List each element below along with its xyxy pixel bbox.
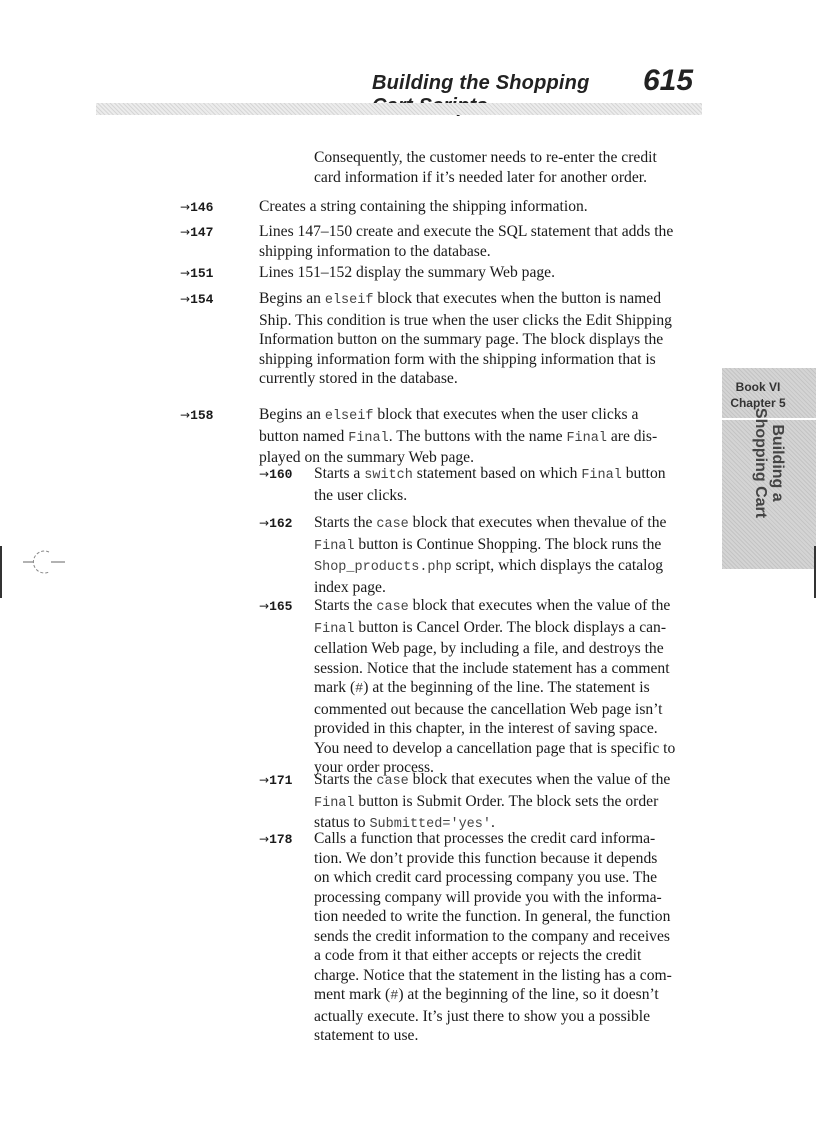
line-note-text — [314, 596, 675, 778]
text-line — [314, 535, 666, 557]
arrow-icon: → — [259, 467, 270, 481]
intro-line: Consequently, the customer needs to re-enter the credit — [314, 149, 657, 166]
text-run: played on the summary Web page. — [259, 449, 474, 466]
text-line — [259, 263, 555, 283]
text-run: Ship. This condition is true when the user clicks the Edit Shipping — [259, 311, 672, 329]
text-run: currently stored in the database. — [259, 370, 458, 387]
line-number-label — [259, 465, 292, 483]
text-line — [314, 770, 670, 792]
side-tab-section — [722, 407, 816, 519]
text-run: Starts a — [314, 465, 365, 482]
text-line — [314, 1007, 672, 1027]
line-note-text — [314, 513, 666, 597]
arrow-icon: → — [180, 292, 191, 306]
text-run: a code from it that either accepts or rejects the credit — [314, 947, 642, 964]
text-line — [314, 464, 666, 486]
inline-code: case — [376, 774, 409, 789]
text-run: button is Cancel Order. The block displays a can- — [354, 618, 667, 636]
text-line — [314, 618, 675, 640]
intro-line: card information if it’s needed later for another order. — [314, 168, 647, 186]
running-head-title: Building the Shopping — [372, 72, 590, 94]
text-line — [259, 350, 672, 370]
text-run: Starts the — [314, 597, 377, 614]
header-rule-band — [96, 103, 702, 115]
text-line — [259, 427, 657, 449]
text-run: actually execute. It’s just there to show you a possible — [314, 1007, 651, 1025]
text-line — [259, 242, 673, 262]
text-run: session. Notice that the include statement has a comment — [314, 659, 670, 677]
line-note-text — [314, 770, 670, 835]
text-run: block that executes when the value of the — [408, 771, 671, 788]
text-line — [314, 927, 672, 947]
inline-code: elseif — [324, 409, 374, 424]
text-run: Starts the — [314, 514, 377, 531]
text-run: ment mark ( — [314, 986, 391, 1003]
side-tab-section-label: Building a Shopping Cart — [752, 407, 786, 519]
text-run: block that executes when the value of the — [408, 597, 671, 614]
registration-mark — [19, 546, 69, 578]
text-run: button is Continue Shopping. The block runs the — [354, 535, 662, 553]
text-run: shipping information to the database. — [259, 242, 491, 260]
text-line — [259, 405, 657, 427]
inline-code: case — [376, 600, 409, 615]
line-number: 146 — [190, 200, 214, 215]
line-note-text — [259, 197, 588, 217]
text-line — [259, 311, 672, 331]
arrow-icon: → — [259, 516, 270, 530]
text-run: are dis- — [606, 427, 658, 445]
text-run: shipping information form with the shipping information that is — [259, 350, 656, 368]
text-line — [314, 513, 666, 535]
line-note-text — [259, 405, 657, 468]
line-note-text — [259, 263, 555, 283]
text-line — [259, 369, 672, 389]
text-run: block that executes when the user clicks a — [373, 406, 639, 423]
line-number: 160 — [269, 467, 293, 482]
text-run: . — [490, 814, 495, 831]
arrow-icon: → — [259, 832, 270, 846]
line-number: 147 — [190, 225, 214, 240]
line-note-text — [314, 464, 666, 505]
text-run: script, which displays the catalog — [451, 557, 664, 574]
text-line — [314, 578, 666, 598]
text-run: button is Submit Order. The block sets the order — [354, 792, 659, 810]
text-line — [314, 966, 672, 986]
line-number-label — [259, 830, 292, 848]
text-line — [314, 659, 675, 679]
intro-paragraph — [314, 148, 657, 187]
inline-code: Shop_products.php — [314, 560, 452, 575]
line-note-text — [259, 289, 672, 389]
text-line — [314, 829, 672, 849]
text-line — [314, 556, 666, 578]
text-line — [314, 678, 675, 700]
text-run: charge. Notice that the statement in the listing has a com- — [314, 966, 672, 984]
arrow-icon: → — [180, 266, 191, 280]
text-run: tion. We don’t provide this function because it depends — [314, 849, 658, 867]
arrow-icon: → — [180, 225, 191, 239]
text-run: processing company will provide you with the informa- — [314, 888, 662, 906]
arrow-icon: → — [180, 200, 191, 214]
line-number: 178 — [269, 832, 293, 847]
inline-code: # — [390, 989, 399, 1004]
arrow-icon: → — [259, 773, 270, 787]
text-line — [314, 888, 672, 908]
text-line — [314, 719, 675, 739]
text-line — [314, 639, 675, 659]
line-number: 151 — [190, 266, 214, 281]
line-number-label — [180, 198, 213, 216]
inline-code: switch — [364, 468, 413, 483]
inline-code: Final — [348, 430, 389, 446]
text-line — [314, 596, 675, 618]
text-run: Begins an — [259, 406, 325, 423]
text-run: Begins an — [259, 290, 325, 307]
inline-code: Submitted='yes' — [369, 817, 491, 832]
line-number: 154 — [190, 292, 214, 307]
text-run: index page. — [314, 578, 386, 596]
text-run: status to — [314, 814, 370, 831]
inline-code: Final — [314, 795, 355, 811]
page-number: 615 — [643, 64, 694, 97]
text-line — [314, 1026, 672, 1046]
line-number: 165 — [269, 599, 293, 614]
line-number: 162 — [269, 516, 293, 531]
inline-code: elseif — [324, 293, 374, 308]
text-run: You need to develop a cancellation page that is specific to — [314, 739, 676, 757]
side-tab-book: Book VI — [735, 380, 781, 394]
text-run: button — [621, 465, 666, 482]
text-line — [314, 985, 672, 1007]
inline-code: Final — [314, 621, 355, 637]
text-run: mark ( — [314, 679, 356, 696]
text-run: cellation Web page, by including a file, and destroys the — [314, 640, 664, 657]
text-run: provided in this chapter, in the interest of saving space. — [314, 720, 658, 737]
line-number-label — [259, 514, 292, 532]
text-run: block that executes when thevalue of the — [408, 514, 667, 531]
chapter-side-tab — [722, 368, 816, 569]
line-number-label — [180, 223, 213, 241]
text-run: ) at the beginning of the line, so it doesn’t — [398, 986, 659, 1003]
text-run: block that executes when the button is named — [373, 290, 661, 307]
side-tab-chapter: Chapter 5 — [730, 396, 786, 410]
text-line — [314, 849, 672, 869]
text-line — [259, 289, 672, 311]
text-run: your order process. — [314, 759, 434, 776]
line-number: 171 — [269, 773, 293, 788]
text-run: Creates a string containing the shipping information. — [259, 198, 588, 215]
text-run: sends the credit information to the company and receives — [314, 927, 670, 945]
text-run: the user clicks. — [314, 486, 408, 504]
inline-code: Final — [314, 538, 355, 554]
line-number-label — [259, 597, 292, 615]
text-run: button named — [259, 427, 349, 445]
text-line — [314, 739, 675, 759]
arrow-icon: → — [180, 408, 191, 422]
text-run: on which credit card processing company you use. The — [314, 869, 658, 886]
text-line — [259, 197, 588, 217]
inline-code: Final — [581, 468, 622, 483]
text-line — [314, 907, 672, 927]
text-line — [259, 222, 673, 242]
text-line — [314, 868, 672, 888]
text-line — [314, 486, 666, 506]
text-line — [314, 700, 675, 720]
text-run: statement based on which — [412, 465, 582, 482]
arrow-icon: → — [259, 599, 270, 613]
text-line — [314, 792, 670, 814]
inline-code: # — [355, 682, 364, 697]
crop-mark-left — [0, 546, 2, 598]
inline-code: Final — [566, 430, 607, 446]
text-run: Calls a function that processes the credit card informa- — [314, 830, 656, 847]
text-run: Lines 151–152 display the summary Web page. — [259, 264, 555, 281]
text-run: Information button on the summary page. The block displays the — [259, 331, 664, 348]
inline-code: case — [376, 517, 409, 532]
text-run: statement to use. — [314, 1027, 419, 1044]
text-run: Lines 147–150 create and execute the SQL statement that adds the — [259, 223, 674, 240]
text-run: . The buttons with the name — [388, 427, 567, 445]
text-run: ) at the beginning of the line. The statement is — [363, 679, 650, 696]
text-run: tion needed to write the function. In general, the function — [314, 908, 671, 925]
line-number-label — [180, 290, 213, 308]
text-line — [259, 330, 672, 350]
text-run: Starts the — [314, 771, 377, 788]
line-number-label — [259, 771, 292, 789]
text-line — [314, 946, 672, 966]
line-number-label — [180, 264, 213, 282]
line-number-label — [180, 406, 213, 424]
line-note-text — [314, 829, 672, 1046]
line-number: 158 — [190, 408, 214, 423]
line-note-text — [259, 222, 673, 261]
text-run: commented out because the cancellation Web page isn’t — [314, 700, 663, 718]
